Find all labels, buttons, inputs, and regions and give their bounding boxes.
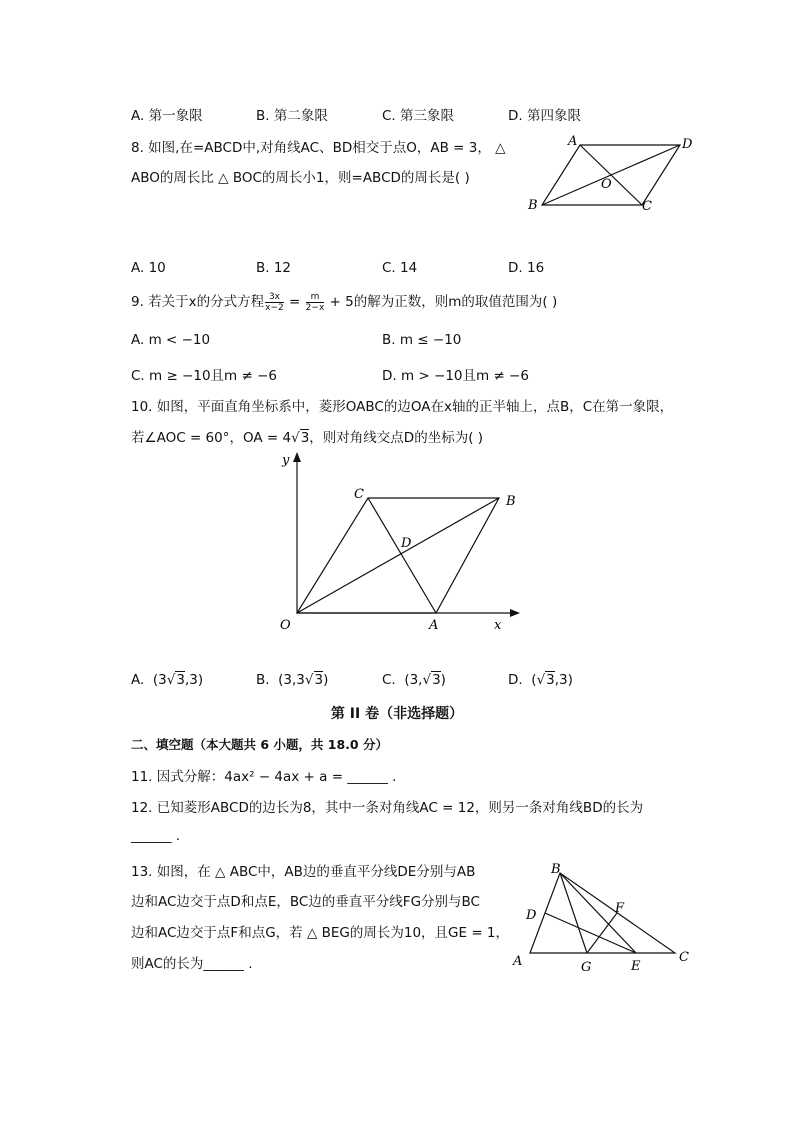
q7-option-b: B. 第二象限 [256,108,328,124]
q10-line2: 若∠AOC = 60°，OA = 4√3，则对角线交点D的坐标为( ) [131,430,484,446]
q10-label-o: O [280,618,291,633]
q8-option-b: B. 12 [256,260,292,276]
q8-option-c: C. 14 [382,260,418,276]
q13-label-f: F [615,901,625,916]
q10-label-d: D [401,536,412,551]
q13-label-c: C [679,950,689,965]
q10-line1: 10. 如图，平面直角坐标系中，菱形OABC的边OA在x轴的正半轴上，点B，C在第一象限， [131,399,674,415]
q8-line2: ABO的周长比 △ BOC的周长小1，则=ABCD的周长是( ) [131,170,470,186]
q8-option-d: D. 16 [508,260,545,276]
q10-option-d: D. (√3,3) [508,672,573,688]
q9-option-a: A. m < −10 [131,332,211,348]
q11-text: 11. 因式分解：4ax² − 4ax + a = ______ . [131,769,397,785]
q10-rhombus-figure [270,448,530,638]
q9-option-d: D. m > −10且m ≠ −6 [382,368,529,384]
q13-line4: 则AC的长为______ . [131,956,253,972]
q10-label-y: y [282,453,290,468]
q8-label-o: O [601,177,612,192]
q10-label-x: x [494,618,502,633]
q12-line1: 12. 已知菱形ABCD的边长为8，其中一条对角线AC = 12，则另一条对角线BD的长为 [131,800,644,816]
q8-option-a: A. 10 [131,260,166,276]
q10-option-c: C. (3,√3) [382,672,446,688]
q9-fraction-2: $\frac{m}{2-x}$ [305,291,325,313]
q13-label-b: B [551,862,561,877]
section-subtitle: 二、填空题（本大题共 6 小题，共 18.0 分） [131,737,388,752]
q8-label-c: C [642,199,652,214]
q8-label-d: D [682,137,693,152]
q10-label-a: A [429,618,439,633]
q13-line3: 边和AC边交于点F和点G，若 △ BEG的周长为10，且GE = 1， [131,925,510,941]
q13-label-d: D [526,908,537,923]
q10-label-c: C [354,487,364,502]
q10-option-a: A. (3√3,3) [131,672,204,688]
q13-label-g: G [581,960,592,975]
q9-option-c: C. m ≥ −10且m ≠ −6 [131,368,277,384]
q7-option-a: A. 第一象限 [131,108,203,124]
q7-option-c: C. 第三象限 [382,108,455,124]
q8-parallelogram-figure [520,130,700,215]
q9-fraction-1: $\frac{3x}{x-2}$ [265,291,284,313]
q13-triangle-figure [505,855,705,980]
q13-label-a: A [513,954,523,969]
q7-option-d: D. 第四象限 [508,108,581,124]
q8-line1: 8. 如图,在=ABCD中,对角线AC、BD相交于点O，AB = 3， △ [131,140,506,156]
q13-line1: 13. 如图，在 △ ABC中，AB边的垂直平分线DE分别与AB [131,864,476,880]
q8-label-b: B [528,198,538,213]
q13-line2: 边和AC边交于点D和点E，BC边的垂直平分线FG分别与BC [131,894,480,910]
q8-label-a: A [568,134,578,149]
q9-option-b: B. m ≤ −10 [382,332,462,348]
q9-stem: 9. 若关于x的分式方程 $\frac{3x}{x-2}$ = $\frac{m}{2-x}$ + 5的解为正数，则m的取值范围为( ) [131,291,558,313]
q12-line2: ______ . [131,828,181,844]
q10-label-b: B [506,494,516,509]
section-title: 第 II 卷（非选择题） [330,706,464,722]
q13-label-e: E [631,959,641,974]
q10-option-b: B. (3,3√3) [256,672,329,688]
